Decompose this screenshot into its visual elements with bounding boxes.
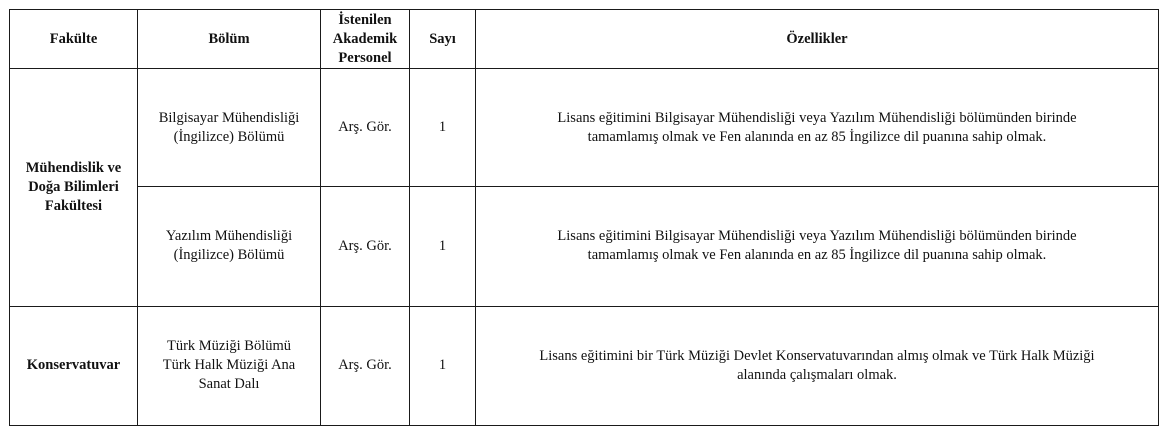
staff-cell: Arş. Gör. bbox=[321, 187, 410, 306]
faculty-cell bbox=[10, 69, 138, 307]
department-line: Yazılım Mühendisliği bbox=[165, 228, 293, 245]
department-line: Türk Müziği Bölümü bbox=[166, 338, 292, 355]
requirements-line: alanında çalışmaları olmak. bbox=[737, 366, 897, 383]
requirements-line: Lisans eğitimini bir Türk Müziği Devlet Konservatuvarından almış olmak ve Türk Halk Müziği bbox=[539, 347, 1095, 364]
requirements-line: tamamlamış olmak ve Fen alanında en az 85 İngilizce dil puanına sahip olmak. bbox=[587, 247, 1047, 264]
header-row bbox=[10, 10, 1159, 69]
count-cell: 1 bbox=[410, 69, 476, 187]
requirements-cell bbox=[476, 187, 1159, 306]
requirements-line: tamamlamış olmak ve Fen alanında en az 85 İngilizce dil puanına sahip olmak. bbox=[587, 128, 1047, 145]
header-requested-staff bbox=[321, 10, 410, 69]
department-line: (İngilizce) Bölümü bbox=[173, 128, 285, 145]
faculty-cell: Konservatuvar bbox=[10, 306, 138, 425]
faculty-line: Doğa Bilimleri bbox=[28, 178, 119, 195]
staff-cell: Arş. Gör. bbox=[321, 69, 410, 187]
header-count: Sayı bbox=[410, 10, 476, 69]
requirements-cell bbox=[476, 69, 1159, 187]
department-cell bbox=[138, 187, 321, 306]
table-row bbox=[10, 187, 1159, 306]
header-requirements: Özellikler bbox=[476, 10, 1159, 69]
faculty-line: Fakültesi bbox=[44, 197, 103, 214]
department-line: Sanat Dalı bbox=[198, 376, 260, 393]
header-requested-staff-line: Akademik bbox=[332, 30, 398, 47]
header-requested-staff-line: Personel bbox=[338, 49, 392, 66]
requirements-line: Lisans eğitimini Bilgisayar Mühendisliği veya Yazılım Mühendisliği bölümünden birinde bbox=[557, 228, 1077, 245]
header-department: Bölüm bbox=[138, 10, 321, 69]
department-line: Bilgisayar Mühendisliği bbox=[158, 109, 300, 126]
requirements-line: Lisans eğitimini Bilgisayar Mühendisliği veya Yazılım Mühendisliği bölümünden birinde bbox=[557, 109, 1077, 126]
table-row bbox=[10, 69, 1159, 187]
staff-requirements-table bbox=[9, 9, 1159, 426]
header-requested-staff-line: İstenilen bbox=[338, 11, 392, 28]
department-cell bbox=[138, 306, 321, 425]
department-cell bbox=[138, 69, 321, 187]
table-row bbox=[10, 306, 1159, 425]
requirements-cell bbox=[476, 306, 1159, 425]
header-faculty: Fakülte bbox=[10, 10, 138, 69]
count-cell: 1 bbox=[410, 306, 476, 425]
department-line: Türk Halk Müziği Ana bbox=[162, 357, 296, 374]
staff-cell: Arş. Gör. bbox=[321, 306, 410, 425]
faculty-line: Mühendislik ve bbox=[25, 159, 122, 176]
department-line: (İngilizce) Bölümü bbox=[173, 247, 285, 264]
count-cell: 1 bbox=[410, 187, 476, 306]
